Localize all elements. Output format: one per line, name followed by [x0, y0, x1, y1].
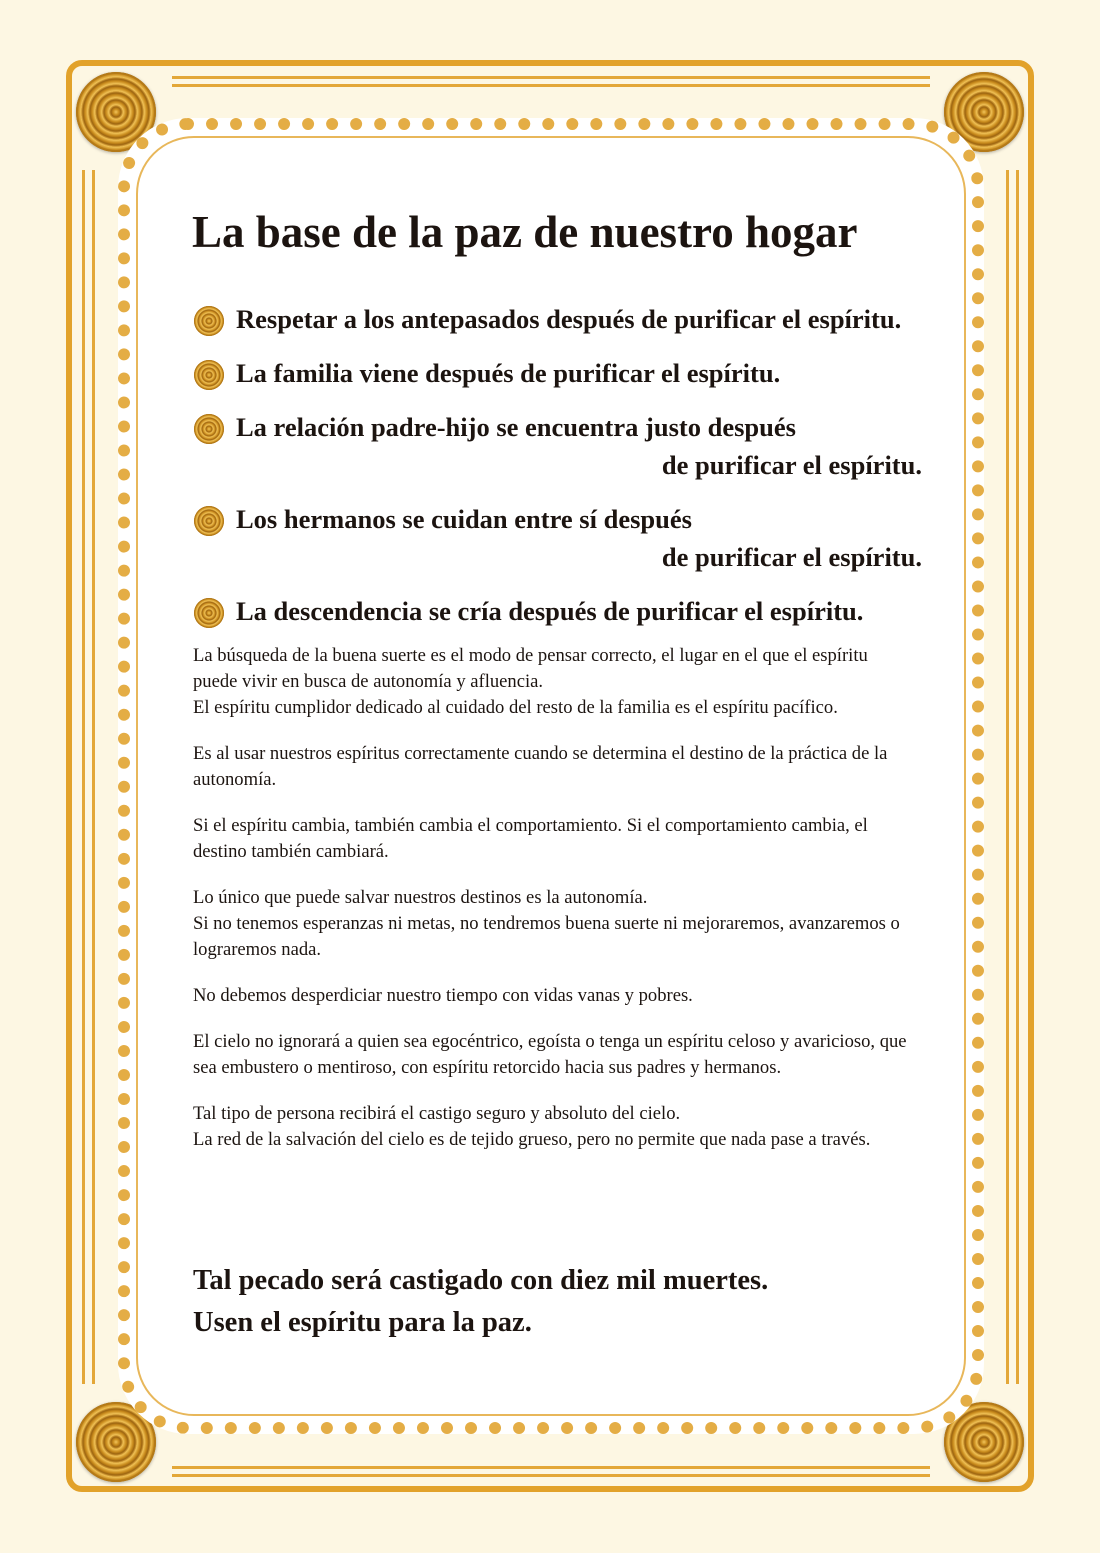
- paragraph: Tal tipo de persona recibirá el castigo seguro y absoluto del cielo. La red de la salvación del cielo es de tejido grueso, pero no permite que nada pase a través.: [193, 1103, 871, 1150]
- paragraph: Lo único que puede salvar nuestros destinos es la autonomía. Si no tenemos esperanzas ni metas, no tendremos buena suerte ni mejoraremos, avanzaremos o lograremos nada.: [193, 887, 900, 960]
- rule-text: Respetar a los antepasados después de purificar el espíritu.: [236, 304, 902, 334]
- rule-item: [192, 354, 922, 392]
- right-border-line: [1016, 170, 1019, 1384]
- rule-text: La relación padre-hijo se encuentra justo después: [236, 412, 796, 442]
- page-title: La base de la paz de nuestro hogar: [192, 207, 858, 257]
- left-border-line: [82, 170, 85, 1384]
- bottom-border-line: [172, 1474, 930, 1477]
- top-border-line: [172, 76, 930, 79]
- bottom-border-line: [172, 1466, 930, 1469]
- gold-bullet-icon: [194, 506, 224, 536]
- paragraph: No debemos desperdiciar nuestro tiempo con vidas vanas y pobres.: [193, 985, 693, 1006]
- rule-item: [192, 300, 922, 338]
- gold-bullet-icon: [194, 306, 224, 336]
- paragraph: El cielo no ignorará a quien sea egocéntrico, egoísta o tenga un espíritu celoso y avaricioso, que sea embustero o mentiroso, con espíritu retorcido hacia sus padres y hermanos.: [193, 1031, 907, 1078]
- left-border-line: [92, 170, 95, 1384]
- closing-statement: Tal pecado será castigado con diez mil muertes. Usen el espíritu para la paz.: [193, 1265, 769, 1338]
- top-border-line: [172, 84, 930, 87]
- rule-item: [192, 408, 922, 484]
- rules-list: [192, 300, 922, 646]
- rule-text: La descendencia se cría después de purificar el espíritu.: [236, 596, 864, 626]
- rule-text-continuation: de purificar el espíritu.: [661, 450, 922, 480]
- body-text: [193, 643, 913, 1173]
- paragraph: La búsqueda de la buena suerte es el modo de pensar correcto, el lugar en el que el espíritu puede vivir en busca de autonomía y afluencia. El espíritu cumplidor dedicado al cuidado del resto de la familia es el espíritu pacífico.: [193, 645, 868, 718]
- right-border-line: [1006, 170, 1009, 1384]
- paragraph: Es al usar nuestros espíritus correctamente cuando se determina el destino de la práctica de la autonomía.: [193, 743, 888, 790]
- gold-bullet-icon: [194, 598, 224, 628]
- rule-item: [192, 592, 922, 630]
- gold-bullet-icon: [194, 414, 224, 444]
- rule-text-continuation: de purificar el espíritu.: [661, 542, 922, 572]
- paragraph: Si el espíritu cambia, también cambia el comportamiento. Si el comportamiento cambia, el destino también cambiará.: [193, 815, 868, 862]
- rule-text: Los hermanos se cuidan entre sí después: [236, 504, 692, 534]
- rule-text: La familia viene después de purificar el espíritu.: [236, 358, 781, 388]
- gold-bullet-icon: [194, 360, 224, 390]
- rule-item: [192, 500, 922, 576]
